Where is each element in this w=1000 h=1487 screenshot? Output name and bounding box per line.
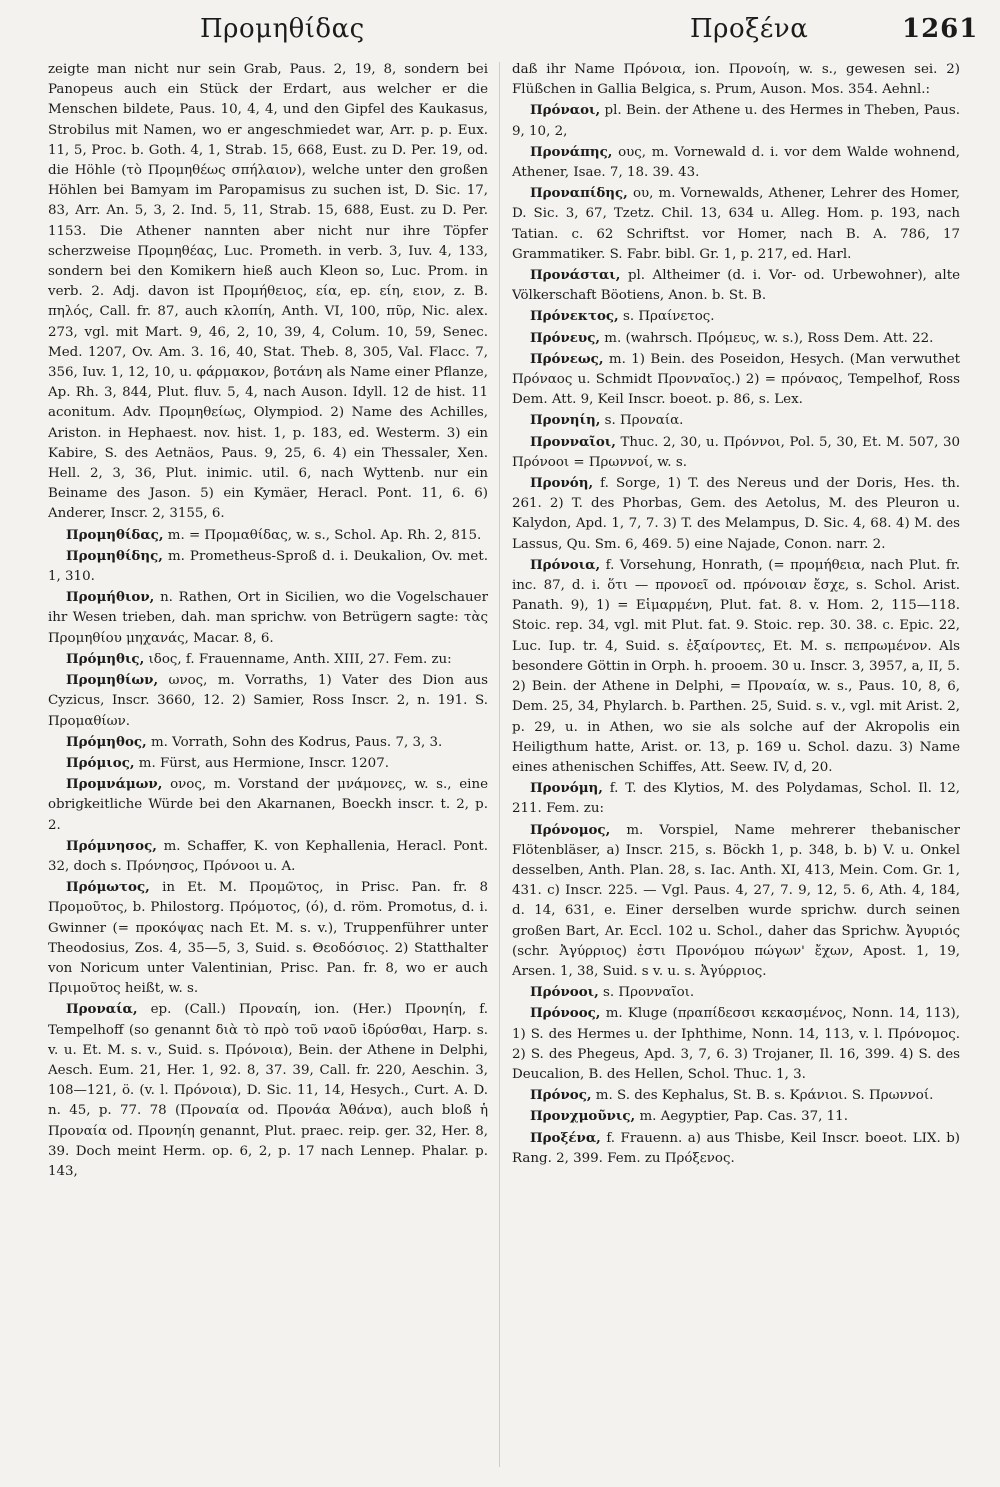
entry-lemma: Πρόνοος, [530, 1005, 601, 1022]
entry-text: m. S. des Kephalus, St. B. s. Κράνιοι. S. Πρωννοί. [595, 1088, 934, 1104]
dictionary-entry [512, 432, 960, 473]
entry-text: f. Vorsehung, Honrath, (= προμήθεια, nach Plut. fr. inc. 87, d. i. ὅτι — προνοεῖ od. πρόνοιαν ἔσχε, s. Schol. Arist. Panath. 9), 1) = Εἱμαρμένη, Plut. fat. 8. v. Hom. 2, 115—118. Stoic. rep. 34, vgl. mit Plut. fat. 9. Stoic. rep. 30. 38. c. Epic. 22, Luc. Iup. tr. 4, Suid. s. ἐξαίροντες, Et. M. s. πεπρωμένον. Als besondere Göttin in Orph. h. prooem. 30 u. Inscr. 3, 3957, a, II, 5. 2) Bein. der Athene in Delphi, = Προναία, w. s., Paus. 10, 8, 6, Dem. 25, 34, Phylarch. b. Parthen. 25, Suid. s. v., vgl. mit Arist. 2, p. 29, u. in Athen, wo sie als solche auf der Akropolis ein Heiligthum hatte, Arist. or. 13, p. 169 u. Schol. dazu. 3) Name eines athenischen Schiffes, Att. Seew. IV, d, 20. [512, 557, 960, 775]
entry-text: s. Προναία. [604, 413, 684, 429]
right-column [512, 60, 960, 1475]
left-running-headword: Προμηθίδας [200, 14, 365, 44]
entry-text: ους, m. Vornewald d. i. vor dem Walde wohnend, Athener, Isae. 7, 18. 39. 43. [512, 144, 960, 181]
dictionary-entry [48, 877, 488, 999]
entry-lemma: Προμνάμων, [66, 776, 163, 793]
dictionary-entry [48, 60, 488, 525]
dictionary-entry [512, 1106, 960, 1127]
entry-lemma: Προνάσται, [530, 267, 621, 284]
entry-lemma: Προξένα, [530, 1129, 601, 1146]
entry-text: m. Vorrath, Sohn des Kodrus, Paus. 7, 3, 3. [150, 734, 443, 750]
entry-text: ονος, m. Vorstand der μνάμονες, w. s., eine obrigkeitliche Würde bei den Akarnanen, Boeckh inscr. t. 2, p. 2. [48, 777, 488, 833]
entry-lemma: Προναπίδης, [530, 185, 628, 202]
entry-text: daß ihr Name Πρόνοια, ion. Προνοίη, w. s., gewesen sei. 2) Flüßchen in Gallia Belgica, s. Prum, Auson. Mos. 354. Aehnl.: [512, 62, 960, 98]
dictionary-entry [512, 1085, 960, 1106]
entry-lemma: Πρόνευς, [530, 329, 601, 346]
dictionary-entry [512, 778, 960, 819]
entry-lemma: Προμήθιον, [66, 589, 155, 606]
entry-text: f. Sorge, 1) T. des Nereus und der Doris, Hes. th. 261. 2) T. des Phorbas, Gem. des Aetolus, M. des Pleuron u. Kalydon, Apd. 1, 7, 7. 3) T. des Melampus, D. Sic. 4, 68. 4) M. des Lassus, Qu. Sm. 6, 469. 5) eine Najade, Conon. narr. 2. [512, 476, 960, 552]
entry-text: Thuc. 2, 30, u. Πρόννοι, Pol. 5, 30, Et. M. 507, 30 Πρόνοοι = Πρωννοί, w. s. [512, 434, 960, 470]
dictionary-entry [48, 753, 488, 774]
dictionary-entry [48, 999, 488, 1182]
entry-text: m. Fürst, aus Hermione, Inscr. 1207. [138, 755, 389, 771]
entry-lemma: Προνχμοῦνις, [530, 1108, 636, 1125]
dictionary-entry [48, 525, 488, 546]
dictionary-entry [512, 982, 960, 1003]
entry-lemma: Προνόμη, [530, 780, 603, 797]
entry-lemma: Πρόνεως, [530, 350, 604, 367]
dictionary-entry [512, 142, 960, 183]
entry-lemma: Πρόμωτος, [66, 879, 150, 896]
entry-lemma: Προμηθίδας, [66, 526, 164, 543]
entry-text: m. (wahrsch. Πρόμευς, w. s.), Ross Dem. Att. 22. [604, 330, 934, 346]
dictionary-entry [512, 60, 960, 100]
entry-lemma: Πρόνος, [530, 1087, 592, 1104]
dictionary-entry [512, 265, 960, 306]
entry-text: m. Kluge (πραπίδεσσι κεκασμένος, Nonn. 14, 113), 1) S. des Hermes u. der Iphthime, Nonn. 14, 113, v. l. Πρόνομος. 2) S. des Phegeus, Apd. 3, 7, 6. 3) Trojaner, Il. 16, 399. 4) S. des Deucalion, B. des Hellen, Schol. Thuc. 1, 3. [512, 1006, 960, 1082]
entry-lemma: Πρόνεκτος, [530, 308, 619, 325]
entry-text: zeigte man nicht nur sein Grab, Paus. 2, 19, 8, sondern bei Panopeus auch ein Stück der Erdart, aus welcher er die Menschen bildete, Paus. 10, 4, 4, und den Gipfel des Kaukasus, Strobilus mit Namen, wo er angeschmiedet war, Arr. p. p. Eux. 11, 5, Proc. b. Goth. 4, 1, Strab. 15, 668, Eust. zu D. Per. 19, od. die Höhle (τὸ Προμηθέως σπήλαιον), welche unter den großen Höhlen bei Bamyam im Paropamisus zu suchen ist, D. Sic. 17, 83, Arr. An. 5, 3, 2. Ind. 5, 11, Strab. 15, 688, Eust. zu D. Per. 1153. Die Athener nannten aber nicht nur ihre Töpfer scherzweise Προμηθέας, Luc. Prometh. in verb. 3, Iuv. 4, 133, sondern bei den Komikern hieß auch Kleon so, Luc. Prom. in verb. 2. Adj. davon ist Προμήθειος, εία, ep. είη, ειον, z. B. πηλός, Call. fr. 87, auch κλοπίη, Anth. VI, 100, πῦρ, Nic. alex. 273, vgl. mit Mart. 9, 46, 2, 10, 39, 4, Colum. 10, 59, Senec. Med. 1207, Ov. Am. 3. 16, 40, Stat. Theb. 8, 305, Val. Flacc. 7, 356, Iuv. 1, 12, 10, u. φάρμακον, βοτάνη als Name einer Pflanze, Ap. Rh. 3, 844, Plut. fluv. 5, 4, nach Auson. Idyll. 12 de hist. 11 aconitum. Adv. Προμηθείως, Olympiod. 2) Name des Achilles, Ariston. in Hephaest. nov. hist. 1, p. 183, ed. Westerm. 3) ein Kabire, S. des Aetnäos, Paus. 9, 25, 6. 4) ein Thessaler, Xen. Hell. 2, 3, 36, Plut. inimic. util. 6, nach Wyttenb. nur ein Beiname des Jason. 5) ein Kymäer, Heracl. Pont. 11, 6. 6) Anderer, Inscr. 2, 3155, 6. [48, 62, 488, 522]
entry-text: pl. Altheimer (d. i. Vor- od. Urbewohner), alte Völkerschaft Böotiens, Anon. b. St. B. [512, 268, 960, 304]
entry-text: ep. (Call.) Προναίη, ion. (Her.) Προνηίη, f. Tempelhoff (so genannt διὰ τὸ πρὸ τοῦ ναοῦ ἱδρύσθαι, Harp. s. v. u. Et. M. s. v., Suid. s. Πρόνοια), Bein. der Athene in Delphi, Aesch. Eum. 21, Her. 1, 92. 8, 37. 39, Call. fr. 220, Aeschin. 3, 108—121, ö. (v. l. Πρόνοια), D. Sic. 11, 14, Hesych., Curt. A. D. n. 45, p. 77. 78 (Προναία od. Προνάα Ἀθάνα), auch bloß ἡ Προναία od. Προνηίη genannt, Plut. praec. reip. ger. 32, Her. 8, 39. Doch meint Herm. op. 6, 2, p. 17 nach Lennep. Phalar. p. 143, [48, 1002, 488, 1179]
left-column [48, 60, 488, 1475]
dictionary-entry [48, 546, 488, 587]
entry-text: in Et. M. Προμῶτος, in Prisc. Pan. fr. 8 Προμοῦτος, b. Philostorg. Πρόμοτος, (ό), d. röm. Promotus, d. i. Gwinner (= προκόψας nach Et. M. s. v.), Truppenführer unter Theodosius, Zos. 4, 35—5, 3, Suid. s. Θεοδόσιος. 2) Statthalter von Noricum unter Valentinian, Prisc. Pan. fr. 8, wo er auch Πριμοῦτος heißt, w. s. [48, 880, 488, 997]
entry-lemma: Πρόμηθις, [66, 650, 145, 667]
dictionary-entry [48, 732, 488, 753]
entry-text: n. Rathen, Ort in Sicilien, wo die Vogelschauer ihr Wesen trieben, dah. man sprichw. von Betrügern sagte: τὰς Προμηθίου μηχανάς, Macar. 8, 6. [48, 590, 488, 646]
entry-lemma: Πρόνοοι, [530, 984, 599, 1001]
dictionary-entry [48, 774, 488, 836]
entry-lemma: Πρόμνησος, [66, 837, 157, 854]
entry-text: m. Aegyptier, Pap. Cas. 37, 11. [639, 1109, 848, 1125]
entry-lemma: Πρόνομος, [530, 821, 611, 838]
dictionary-entry [512, 328, 960, 349]
dictionary-entry [512, 820, 960, 983]
dictionary-entry [512, 183, 960, 265]
entry-lemma: Πρόναοι, [530, 102, 601, 119]
entry-lemma: Προμηθίων, [66, 672, 159, 689]
dictionary-entry [48, 836, 488, 877]
entry-text: f. Frauenn. a) aus Thisbe, Keil Inscr. boeot. LIX. b) Rang. 2, 399. Fem. zu Πρόξενος. [512, 1130, 960, 1166]
entry-lemma: Πρόνοια, [530, 556, 601, 573]
dictionary-entry [512, 473, 960, 555]
right-running-headword: Προξένα [690, 14, 809, 44]
entry-text: m. Prometheus-Sproß d. i. Deukalion, Ov. met. 1, 310. [48, 548, 488, 585]
entry-text: pl. Bein. der Athene u. des Hermes in Theben, Paus. 9, 10, 2, [512, 103, 960, 139]
entry-text: s. Προνναῖοι. [603, 985, 695, 1001]
entry-text: m. Vorspiel, Name mehrerer thebanischer Flötenbläser, a) Inscr. 215, s. Böckh 1, p. 348, b. b) V. u. Onkel desselben, Anth. Plan. 28, s. Iac. Anth. XI, 413, Mein. Com. Gr. 1, 431. c) Inscr. 225. — Vgl. Paus. 4, 27, 7. 9, 12, 5. 6, Ath. 4, 184, d. 14, 631, e. Einer derselben wurde sprichw. durch seinen großen Bart, Ar. Eccl. 102 u. Schol., daher das Sprichw. Ἀγυριός (schr. Ἀγύρριος) ἐστι Προνόμου πώγων' ἔχων, Apost. 1, 19, Arsen. 1, 38, Suid. s v. u. s. Ἀγύρριος. [512, 822, 960, 979]
entry-text: ιδος, f. Frauenname, Anth. XIII, 27. Fem. zu: [148, 651, 452, 667]
column-divider [499, 62, 500, 1467]
dictionary-entry [512, 410, 960, 431]
entry-lemma: Προμηθίδης, [66, 547, 163, 564]
entry-text: f. T. des Klytios, M. des Polydamas, Schol. Il. 12, 211. Fem. zu: [512, 781, 960, 817]
dictionary-entry [48, 587, 488, 649]
entry-lemma: Πρόμηθος, [66, 733, 147, 750]
dictionary-entry [512, 306, 960, 327]
entry-lemma: Προναία, [66, 1001, 138, 1018]
entry-lemma: Προνάπης, [530, 143, 613, 160]
page-header [0, 14, 1000, 54]
entry-text: m. = Προμαθίδας, w. s., Schol. Ap. Rh. 2, 815. [167, 527, 482, 543]
entry-text: ωνος, m. Vorraths, 1) Vater des Dion aus Cyzicus, Inscr. 3660, 12. 2) Samier, Ross Inscr. 2, n. 191. S. Προμαθίων. [48, 673, 488, 729]
entry-lemma: Προνόη, [530, 475, 594, 492]
dictionary-entry [512, 100, 960, 141]
dictionary-entry [512, 555, 960, 778]
entry-lemma: Προνηίη, [530, 412, 601, 429]
entry-lemma: Προνναῖοι, [530, 433, 616, 450]
dictionary-entry [512, 1128, 960, 1169]
entry-text: m. Schaffer, K. von Kephallenia, Heracl. Pont. 32, doch s. Πρόνησος, Πρόνοοι u. A. [48, 838, 488, 874]
dictionary-entry [512, 349, 960, 411]
page-number: 1261 [902, 14, 979, 44]
entry-lemma: Πρόμιος, [66, 754, 135, 771]
dictionary-entry [48, 649, 488, 670]
dictionary-entry [512, 1003, 960, 1085]
entry-text: s. Πραίνετος. [622, 309, 715, 325]
dictionary-entry [48, 670, 488, 732]
entry-text: ου, m. Vornewalds, Athener, Lehrer des Homer, D. Sic. 3, 67, Tzetz. Chil. 13, 634 u. Alleg. Hom. p. 193, nach Tatian. c. 62 Schriftst. vor Homer, nach B. A. 786, 17 Grammatiker. S. Fabr. bibl. Gr. 1, p. 217, ed. Harl. [512, 186, 960, 262]
entry-text: m. 1) Bein. des Poseidon, Hesych. (Man verwuthet Πρόναος u. Schmidt Προνναῖος.) 2) = πρόναος, Tempelhof, Ross Dem. Att. 9, Keil Inscr. boeot. p. 86, s. Lex. [512, 351, 960, 408]
